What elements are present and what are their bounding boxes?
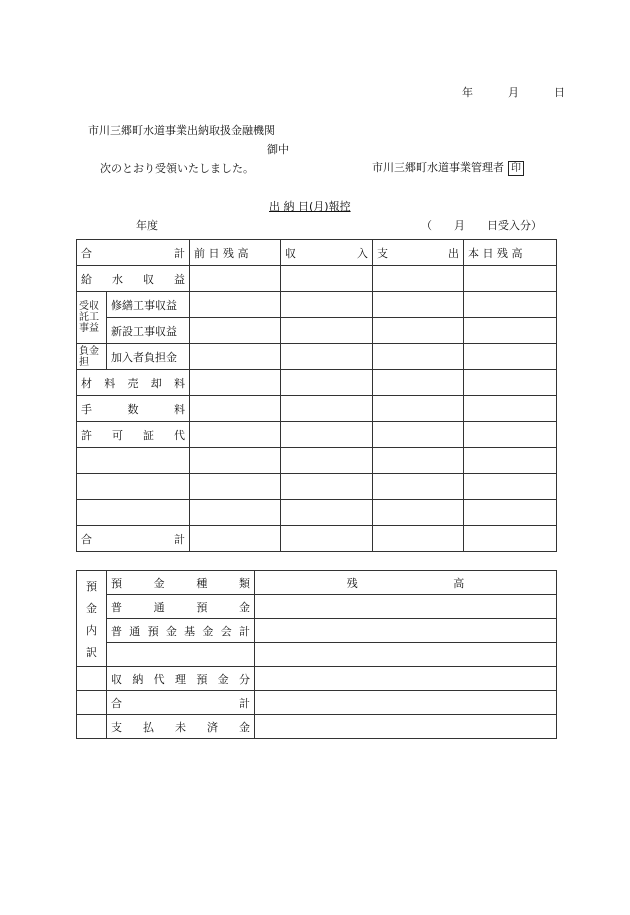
table-cell [281, 396, 373, 422]
receipt-period: （ 月 日受入分） [421, 219, 542, 232]
table-cell [464, 266, 557, 292]
table-cell [190, 292, 281, 318]
table-cell [190, 370, 281, 396]
row-label: 普 通 預 金 基 金 会 計 [107, 619, 255, 643]
table-cell [373, 474, 464, 500]
table-row [77, 292, 557, 318]
table-cell [281, 448, 373, 474]
table-cell [281, 292, 373, 318]
header-cell: 支 出 [373, 240, 464, 266]
deposit-header-row [77, 571, 557, 595]
deposit-table [76, 570, 557, 739]
table-cell [464, 448, 557, 474]
sender-block [372, 159, 524, 176]
row-label: 普 通 預 金 [107, 595, 255, 619]
table-cell [281, 422, 373, 448]
table-cell [464, 370, 557, 396]
fiscal-year: 年度 [136, 219, 158, 232]
table-cell [464, 526, 557, 552]
table-cell [281, 318, 373, 344]
table-cell [373, 370, 464, 396]
table-cell [464, 396, 557, 422]
table-row [77, 500, 557, 526]
table-row [77, 344, 557, 370]
table-cell [190, 448, 281, 474]
table-cell [255, 715, 557, 739]
row-label: 新設工事収益 [107, 318, 190, 344]
row-label [77, 474, 190, 500]
table-cell [190, 396, 281, 422]
table-cell [281, 526, 373, 552]
table-cell [373, 344, 464, 370]
date-year: 年 [462, 86, 473, 99]
table-cell [77, 691, 107, 715]
table-cell [281, 474, 373, 500]
ledger-header-row [77, 240, 557, 266]
table-cell [255, 643, 557, 667]
table-row [77, 266, 557, 292]
table-cell [190, 344, 281, 370]
row-label: 合 計 [77, 526, 190, 552]
ledger-table [76, 239, 557, 552]
date-day: 日 [554, 86, 565, 99]
table-row [77, 448, 557, 474]
table-row [77, 396, 557, 422]
header-cell: 前 日 残 高 [190, 240, 281, 266]
deposit-type-header: 預 金 種 類 [107, 571, 255, 595]
table-cell [190, 526, 281, 552]
table-cell [281, 500, 373, 526]
header-cell: 本 日 残 高 [464, 240, 557, 266]
table-row [77, 474, 557, 500]
row-label: 支 払 未 済 金 [107, 715, 255, 739]
table-cell [190, 266, 281, 292]
table-row [77, 715, 557, 739]
table-cell [281, 370, 373, 396]
row-label: 加入者負担金 [107, 344, 190, 370]
row-label [107, 643, 255, 667]
table-cell [373, 266, 464, 292]
table-cell [373, 422, 464, 448]
row-label: 給 水 収 益 [77, 266, 190, 292]
table-row [77, 691, 557, 715]
table-cell [77, 667, 107, 691]
table-cell [464, 344, 557, 370]
table-cell [373, 526, 464, 552]
table-cell [464, 422, 557, 448]
table-cell [190, 422, 281, 448]
table-cell [373, 396, 464, 422]
deposit-group-label: 預 金 内 訳 [77, 571, 107, 667]
date-month: 月 [508, 86, 519, 99]
table-row [77, 318, 557, 344]
row-group-label: 負金担 [77, 344, 107, 370]
table-cell [373, 292, 464, 318]
date-line [462, 84, 565, 100]
table-row [77, 595, 557, 619]
table-cell [281, 344, 373, 370]
table-cell [190, 318, 281, 344]
table-row [77, 619, 557, 643]
table-cell [255, 691, 557, 715]
table-cell [190, 474, 281, 500]
row-label [77, 448, 190, 474]
table-row [77, 667, 557, 691]
seal-stamp: 印 [508, 161, 524, 176]
table-cell [464, 318, 557, 344]
row-label: 許 可 証 代 [77, 422, 190, 448]
table-cell [255, 619, 557, 643]
row-group-label: 受収託工事益 [77, 292, 107, 344]
table-cell [464, 500, 557, 526]
addressee: 市川三郷町水道事業出納取扱金融機関 [88, 124, 275, 137]
table-row [77, 526, 557, 552]
table-cell [464, 474, 557, 500]
bound-label-store [0, 0, 1, 1]
table-cell [77, 715, 107, 739]
table-cell [373, 500, 464, 526]
row-label: 修繕工事収益 [107, 292, 190, 318]
row-label: 収 納 代 理 預 金 分 [107, 667, 255, 691]
report-title: 出 納 日(月)報控 [269, 200, 351, 213]
table-cell [464, 292, 557, 318]
table-row [77, 643, 557, 667]
row-label: 手 数 料 [77, 396, 190, 422]
row-label [77, 500, 190, 526]
row-label: 材 料 売 却 料 [77, 370, 190, 396]
honorific: 御中 [267, 143, 289, 156]
header-cell: 収 入 [281, 240, 373, 266]
sender-name: 市川三郷町水道事業管理者 [372, 161, 504, 174]
table-cell [373, 448, 464, 474]
row-label: 合 計 [107, 691, 255, 715]
receipt-message: 次のとおり受領いたしました。 [100, 162, 254, 175]
table-cell [281, 266, 373, 292]
table-cell [373, 318, 464, 344]
table-cell [255, 595, 557, 619]
table-cell [190, 500, 281, 526]
header-cell: 合 計 [77, 240, 190, 266]
table-row [77, 370, 557, 396]
balance-header: 残 高 [255, 571, 557, 595]
table-cell [255, 667, 557, 691]
table-row [77, 422, 557, 448]
